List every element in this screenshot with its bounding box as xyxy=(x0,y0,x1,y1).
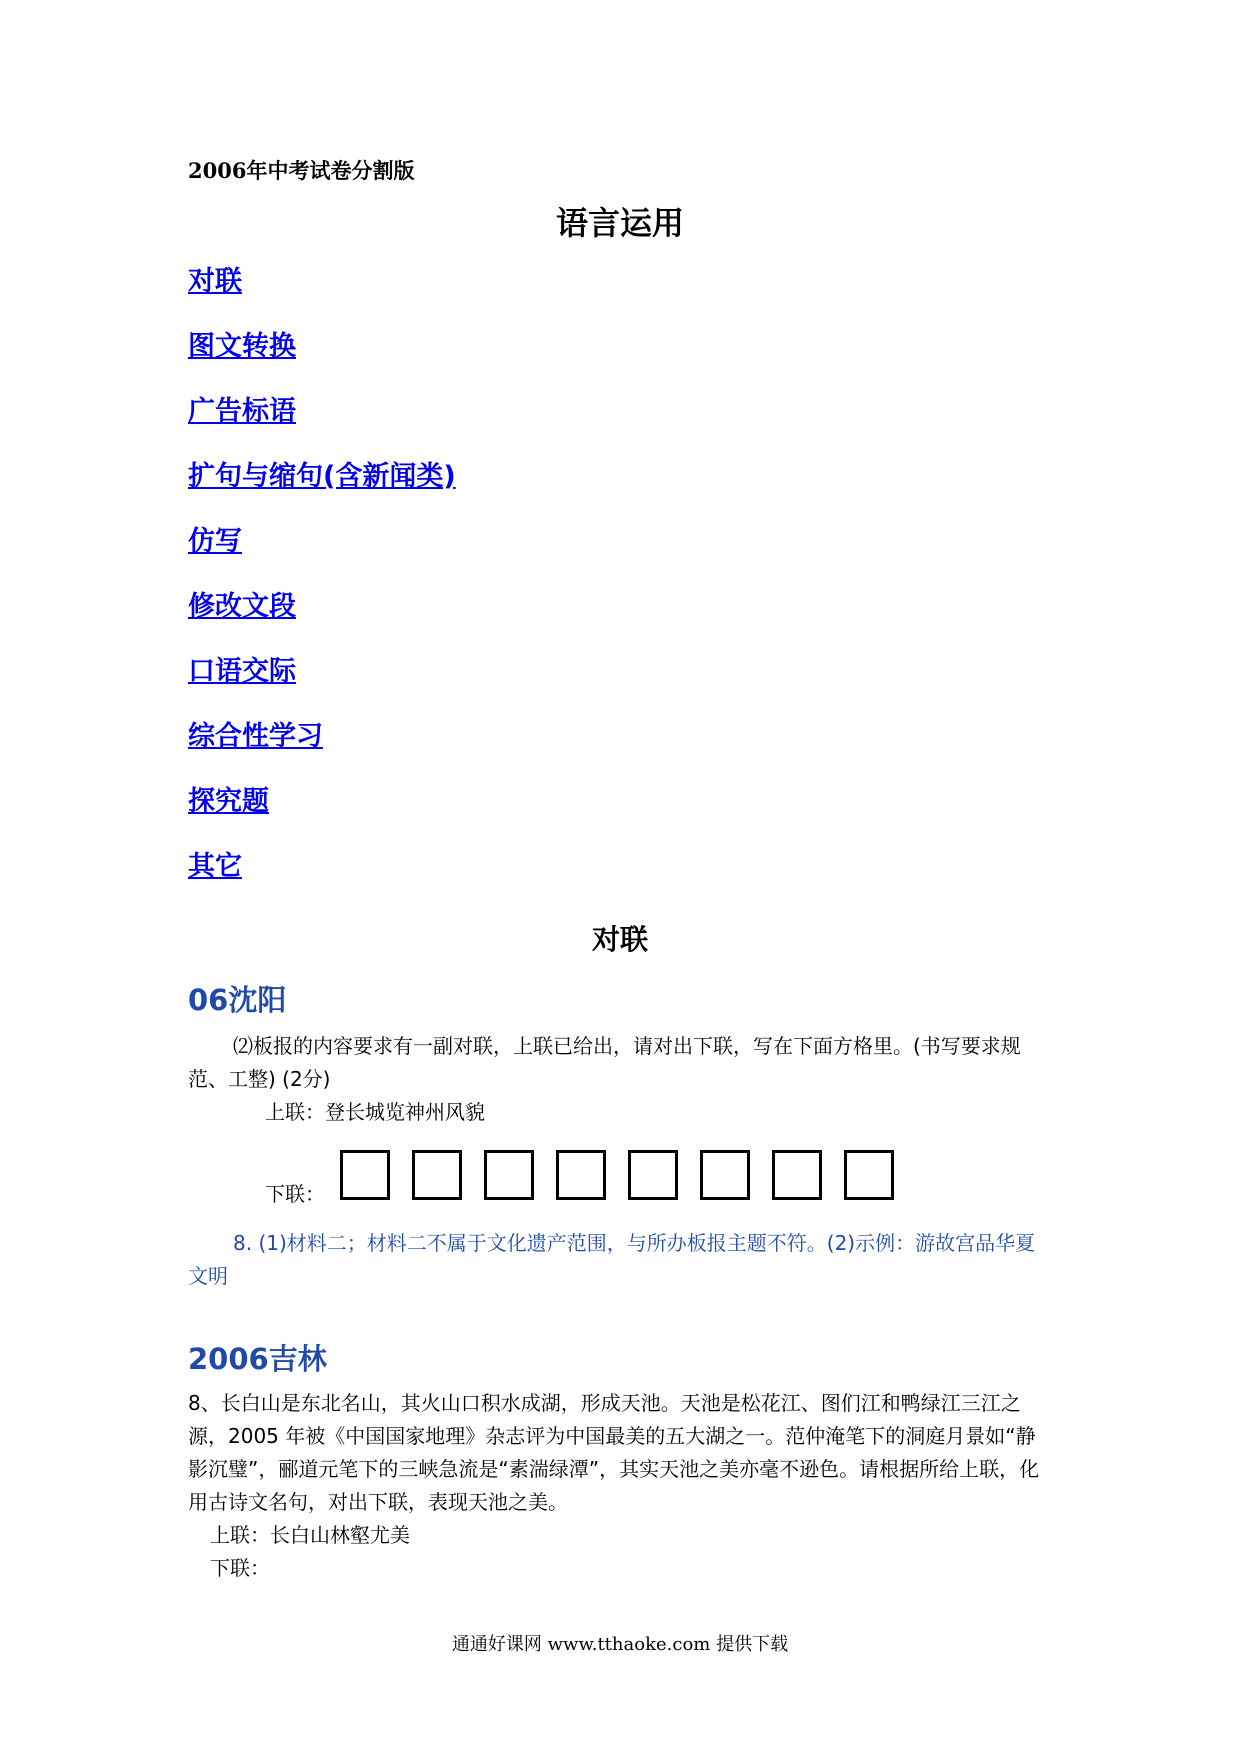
page-footer: 通通好课网 www.tthaoke.com 提供下载 xyxy=(451,1634,789,1655)
section-title: 对联 xyxy=(591,923,648,956)
toc-item xyxy=(188,587,456,652)
page-title: 语言运用 xyxy=(555,204,684,242)
upper-couplet: 上联：登长城览神州风貌 xyxy=(265,1100,485,1124)
toc-item xyxy=(188,782,456,847)
toc-item xyxy=(188,522,456,587)
toc-item xyxy=(188,327,456,392)
lower-couplet-label: 下联： xyxy=(210,1556,270,1580)
answer-box[interactable] xyxy=(412,1150,462,1200)
region-heading-jilin: 2006吉林 xyxy=(188,1342,327,1376)
question-prompt: 8、长白山是东北名山，其火山口积水成湖，形成天池。天池是松花江、图们江和鸭绿江三江之源，2005 年被《中国国家地理》杂志评为中国最美的五大湖之一。范仲淹笔下的洞庭月景如“静影沉璧”，郦道元笔下的三峡急流是“素湍绿潭”，其实天池之美亦毫不逊色。请根据所给上联，化用古诗文名句，对出下联，表现天池之美。 xyxy=(188,1391,1040,1514)
toc-item xyxy=(188,652,456,717)
answer-box[interactable] xyxy=(628,1150,678,1200)
toc-link-kouyu[interactable]: 口语交际 xyxy=(188,656,296,687)
lower-couplet-label: 下联： xyxy=(265,1182,325,1206)
answer-box[interactable] xyxy=(556,1150,606,1200)
answer-box[interactable] xyxy=(844,1150,894,1200)
toc-link-fangxie[interactable]: 仿写 xyxy=(188,526,242,557)
question-prompt: ⑵板报的内容要求有一副对联，上联已给出，请对出下联，写在下面方格里。(书写要求规范、工整) (2分) xyxy=(188,1034,1021,1091)
toc-link-guanggao[interactable]: 广告标语 xyxy=(188,396,296,427)
toc-link-xiugai[interactable]: 修改文段 xyxy=(188,591,296,622)
toc-item xyxy=(188,392,456,457)
toc-item xyxy=(188,262,456,327)
answer-grid xyxy=(340,1150,894,1200)
toc-link-tuwen[interactable]: 图文转换 xyxy=(188,331,296,362)
toc-item xyxy=(188,717,456,782)
toc-link-tanjiu[interactable]: 探究题 xyxy=(188,786,269,817)
toc-item xyxy=(188,457,456,522)
toc-item xyxy=(188,847,456,912)
upper-couplet: 上联：长白山林壑尤美 xyxy=(210,1523,410,1547)
document-header: 2006年中考试卷分割版 xyxy=(188,158,415,183)
table-of-contents xyxy=(188,262,456,912)
toc-link-zonghe[interactable]: 综合性学习 xyxy=(188,721,323,752)
toc-link-duilian[interactable]: 对联 xyxy=(188,266,242,297)
answer-box[interactable] xyxy=(340,1150,390,1200)
answer-box[interactable] xyxy=(772,1150,822,1200)
region-heading-shenyang: 06沈阳 xyxy=(188,983,287,1017)
answer-text: 8. (1)材料二；材料二不属于文化遗产范围，与所办板报主题不符。(2)示例：游故宫品华夏文明 xyxy=(188,1231,1036,1288)
answer-box[interactable] xyxy=(484,1150,534,1200)
answer-box[interactable] xyxy=(700,1150,750,1200)
toc-link-kuoju[interactable]: 扩句与缩句(含新闻类) xyxy=(188,461,456,492)
toc-link-qita[interactable]: 其它 xyxy=(188,851,242,882)
